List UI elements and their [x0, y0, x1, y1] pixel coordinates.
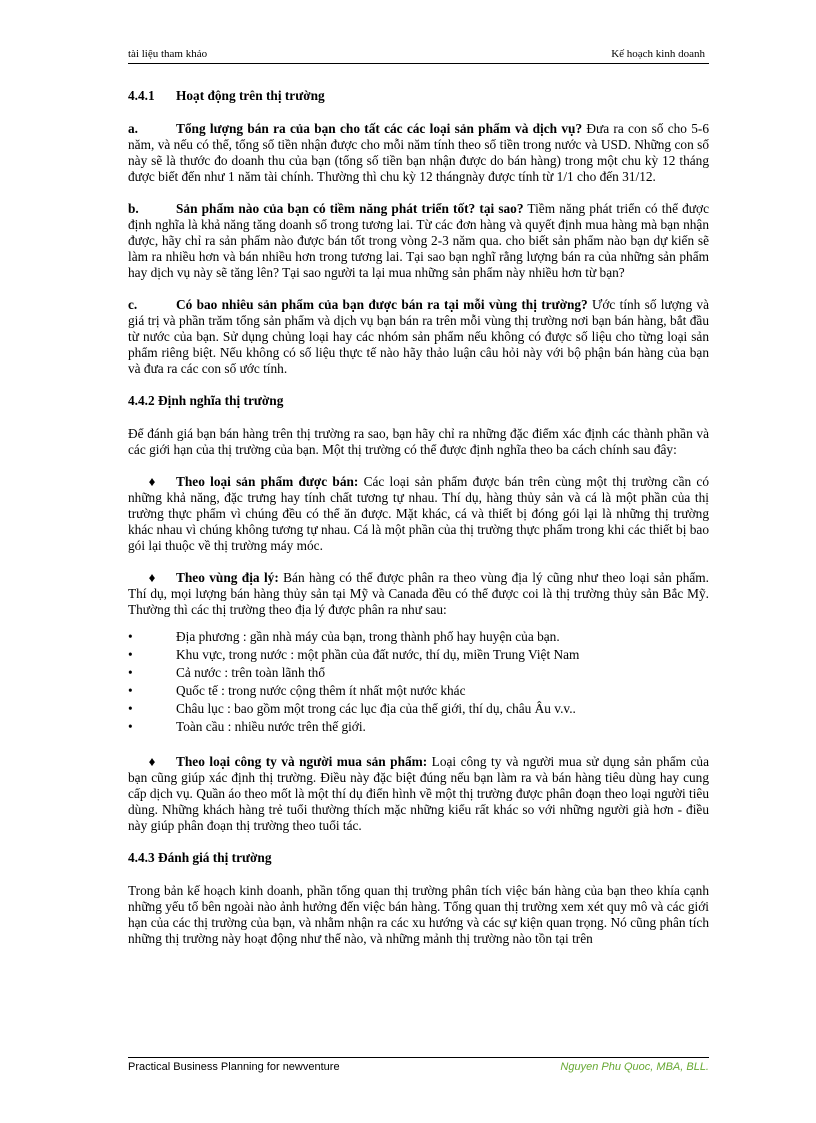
- market-by-company-text: Loại công ty và người mua sử dụng sản phẩm của bạn cũng giúp xác định thị trường. Điều này đặc biệt đúng nếu bạn làm ra và bán hàng tiêu dùng hay cung cấp dịch vụ. Quần áo theo mốt là một thí dụ điển hình về một thị trường được phân đoạn theo loại người tiêu dùng. Những khách hàng trẻ tuổi thường thích mặc những kiểu rất khác so với những người già hơn - điều này giúp phân đoạn thị trường theo tuổi tác.: [128, 754, 709, 833]
- bullet-icon: •: [128, 683, 133, 698]
- paragraph-a-question: Tổng lượng bán ra của bạn cho tất các các loại sản phẩm và dịch vụ?: [176, 121, 583, 136]
- list-item-text: Khu vực, trong nước : một phần của đất nước, thí dụ, miền Trung Việt Nam: [176, 647, 580, 662]
- paragraph-c-label: c.: [128, 297, 138, 312]
- section-443-text: Trong bản kế hoạch kinh doanh, phần tổng quan thị trường phân tích việc bán hàng của bạn theo khía cạnh những yếu tố bên ngoài nào ảnh hưởng đến việc bán hàng. Tổng quan thị trường xem xét quy mô và các giới hạn của các thị trường của bạn, và nhằm nhận ra các xu hướng và các sự kiện quan trọng. Nó cũng phân tích những thị trường này hoạt động như thế nào, và những mảnh thị trường nào tồn tại trên: [128, 883, 709, 946]
- paragraph-a-label: a.: [128, 121, 138, 136]
- header-right-text: Kế hoạch kinh doanh: [611, 48, 705, 60]
- market-by-region-text: Bán hàng có thể được phân ra theo vùng địa lý cũng như theo loại sản phẩm. Thí dụ, mọi lượng bán hàng thủy sản tại Mỹ và Canada đều có thể được coi là thị trường thủy sản Bắc Mỹ. Thường thì các thị trường theo địa lý được phân ra như sau:: [128, 570, 709, 617]
- market-by-product: [128, 474, 709, 554]
- footer-left-text: Practical Business Planning for newventure: [128, 1061, 340, 1073]
- paragraph-c: [128, 297, 709, 377]
- section-443-heading: 4.4.3 Đánh giá thị trường: [128, 850, 272, 865]
- paragraph-b-label: b.: [128, 201, 139, 216]
- list-item: [128, 664, 709, 682]
- market-by-product-text: Các loại sản phẩm được bán trên cùng một thị trường cần có những khả năng, đặc trưng hay tính chất tương tự nhau. Thí dụ, hàng thủy sản và cá là một phần của thị trường thực phẩm vì chúng đều có thể ăn được. Mặt khác, cá và thiết bị đóng gói lại là những thị trường khác nhau vì chúng không tương tự nhau. Cá là một phần của thị trường thực phẩm trong khi các thiết bị bao gói lại thuộc về thị trường máy móc.: [128, 474, 709, 553]
- list-item-text: Địa phương : gần nhà máy của bạn, trong thành phố hay huyện của bạn.: [176, 629, 560, 644]
- market-by-product-lead: Theo loại sản phẩm được bán:: [176, 474, 359, 489]
- list-item-text: Châu lục : bao gồm một trong các lục địa của thế giới, thí dụ, châu Âu v.v..: [176, 701, 576, 716]
- header-left-text: tài liệu tham khảo: [128, 48, 208, 60]
- list-item: [128, 718, 709, 736]
- list-item-text: Quốc tế : trong nước cộng thêm ít nhất một nước khác: [176, 683, 466, 698]
- list-item-text: Cả nước : trên toàn lãnh thổ: [176, 665, 325, 680]
- paragraph-b-question: Sản phẩm nào của bạn có tiềm năng phát triển tốt? tại sao?: [176, 201, 524, 216]
- page-footer: [128, 1057, 709, 1076]
- section-441-heading: [128, 88, 709, 104]
- list-item: [128, 646, 709, 664]
- bullet-icon: •: [128, 647, 133, 662]
- region-list: [128, 628, 709, 736]
- market-by-company: [128, 754, 709, 834]
- bullet-icon: •: [128, 719, 133, 734]
- paragraph-b-text: Tiềm năng phát triển có thể được định nghĩa là khả năng tăng doanh số trong tương lai. Từ các đơn hàng và quyết định mua hàng mà bạn nhận được, hãy chỉ ra sản phẩm nào được bán tốt trong vòng 2-3 năm qua. cho biết sản phẩm nào bạn dự kiến sẽ làm ra nhiều hơn và bán nhiều hơn trong tương lai. Tại sao bạn nghĩ rằng lượng bán ra của những sản phẩm hay dịch vụ này sẽ tăng lên? Tại sao người ta lại mua những sản phẩm này nhiều hơn từ bạn?: [128, 201, 709, 280]
- market-by-company-lead: Theo loại công ty và người mua sản phẩm:: [176, 754, 428, 769]
- footer-author: Nguyen Phu Quoc, MBA, BLL.: [560, 1061, 709, 1073]
- list-item-text: Toàn cầu : nhiều nước trên thế giới.: [176, 719, 366, 734]
- paragraph-a: [128, 121, 709, 185]
- document-body: [128, 88, 709, 963]
- diamond-bullet-icon: ♦: [148, 570, 156, 585]
- bullet-icon: •: [128, 665, 133, 680]
- diamond-bullet-icon: ♦: [148, 754, 156, 769]
- bullet-icon: •: [128, 629, 133, 644]
- list-item: [128, 700, 709, 718]
- list-item: [128, 682, 709, 700]
- market-by-region: [128, 570, 709, 618]
- section-442-heading: 4.4.2 Định nghĩa thị trường: [128, 393, 284, 408]
- paragraph-c-question: Có bao nhiêu sản phẩm của bạn được bán ra tại mỗi vùng thị trường?: [176, 297, 588, 312]
- page-header: [128, 46, 709, 64]
- section-441-number: 4.4.1: [128, 88, 155, 103]
- section-441-title: Hoạt động trên thị trường: [176, 88, 325, 103]
- market-by-region-lead: Theo vùng địa lý:: [176, 570, 279, 585]
- list-item: [128, 628, 709, 646]
- section-442-intro: Để đánh giá bạn bán hàng trên thị trường ra sao, bạn hãy chỉ ra những đặc điểm xác định các thành phần và các giới hạn của thị trường của bạn. Một thị trường có thể được định nghĩa theo ba cách chính sau đây:: [128, 426, 709, 457]
- paragraph-c-text: Ước tính số lượng và giá trị và phần trăm tổng sản phẩm và dịch vụ bạn bán ra trên mỗi vùng thị trường nơi bạn bán hàng, bắt đầu từ nước của bạn. Sử dụng chủng loại hay các nhóm sản phẩm nếu không có được số liệu cho từng loại sản phẩm riêng biệt. Nếu không có số liệu thực tế nào hãy thảo luận câu hỏi này với bộ phận bán hàng của bạn và đưa ra các con số ước tính.: [128, 297, 709, 376]
- diamond-bullet-icon: ♦: [148, 474, 156, 489]
- paragraph-a-text: Đưa ra con số cho 5-6 năm, và nếu có thể, tổng số tiền nhận được cho mỗi năm tính theo số tiền trong nước và USD. Những con số này sẽ là thước đo doanh thu của bạn (tổng số tiền bạn nhận được do bán hàng) trong một chu kỳ 12 tháng được biết đến như 1 năm tài chính. Thường thì chu kỳ 12 thángnày được tính từ 1/1 cho đến 31/12.: [128, 121, 709, 184]
- paragraph-b: [128, 201, 709, 281]
- bullet-icon: •: [128, 701, 133, 716]
